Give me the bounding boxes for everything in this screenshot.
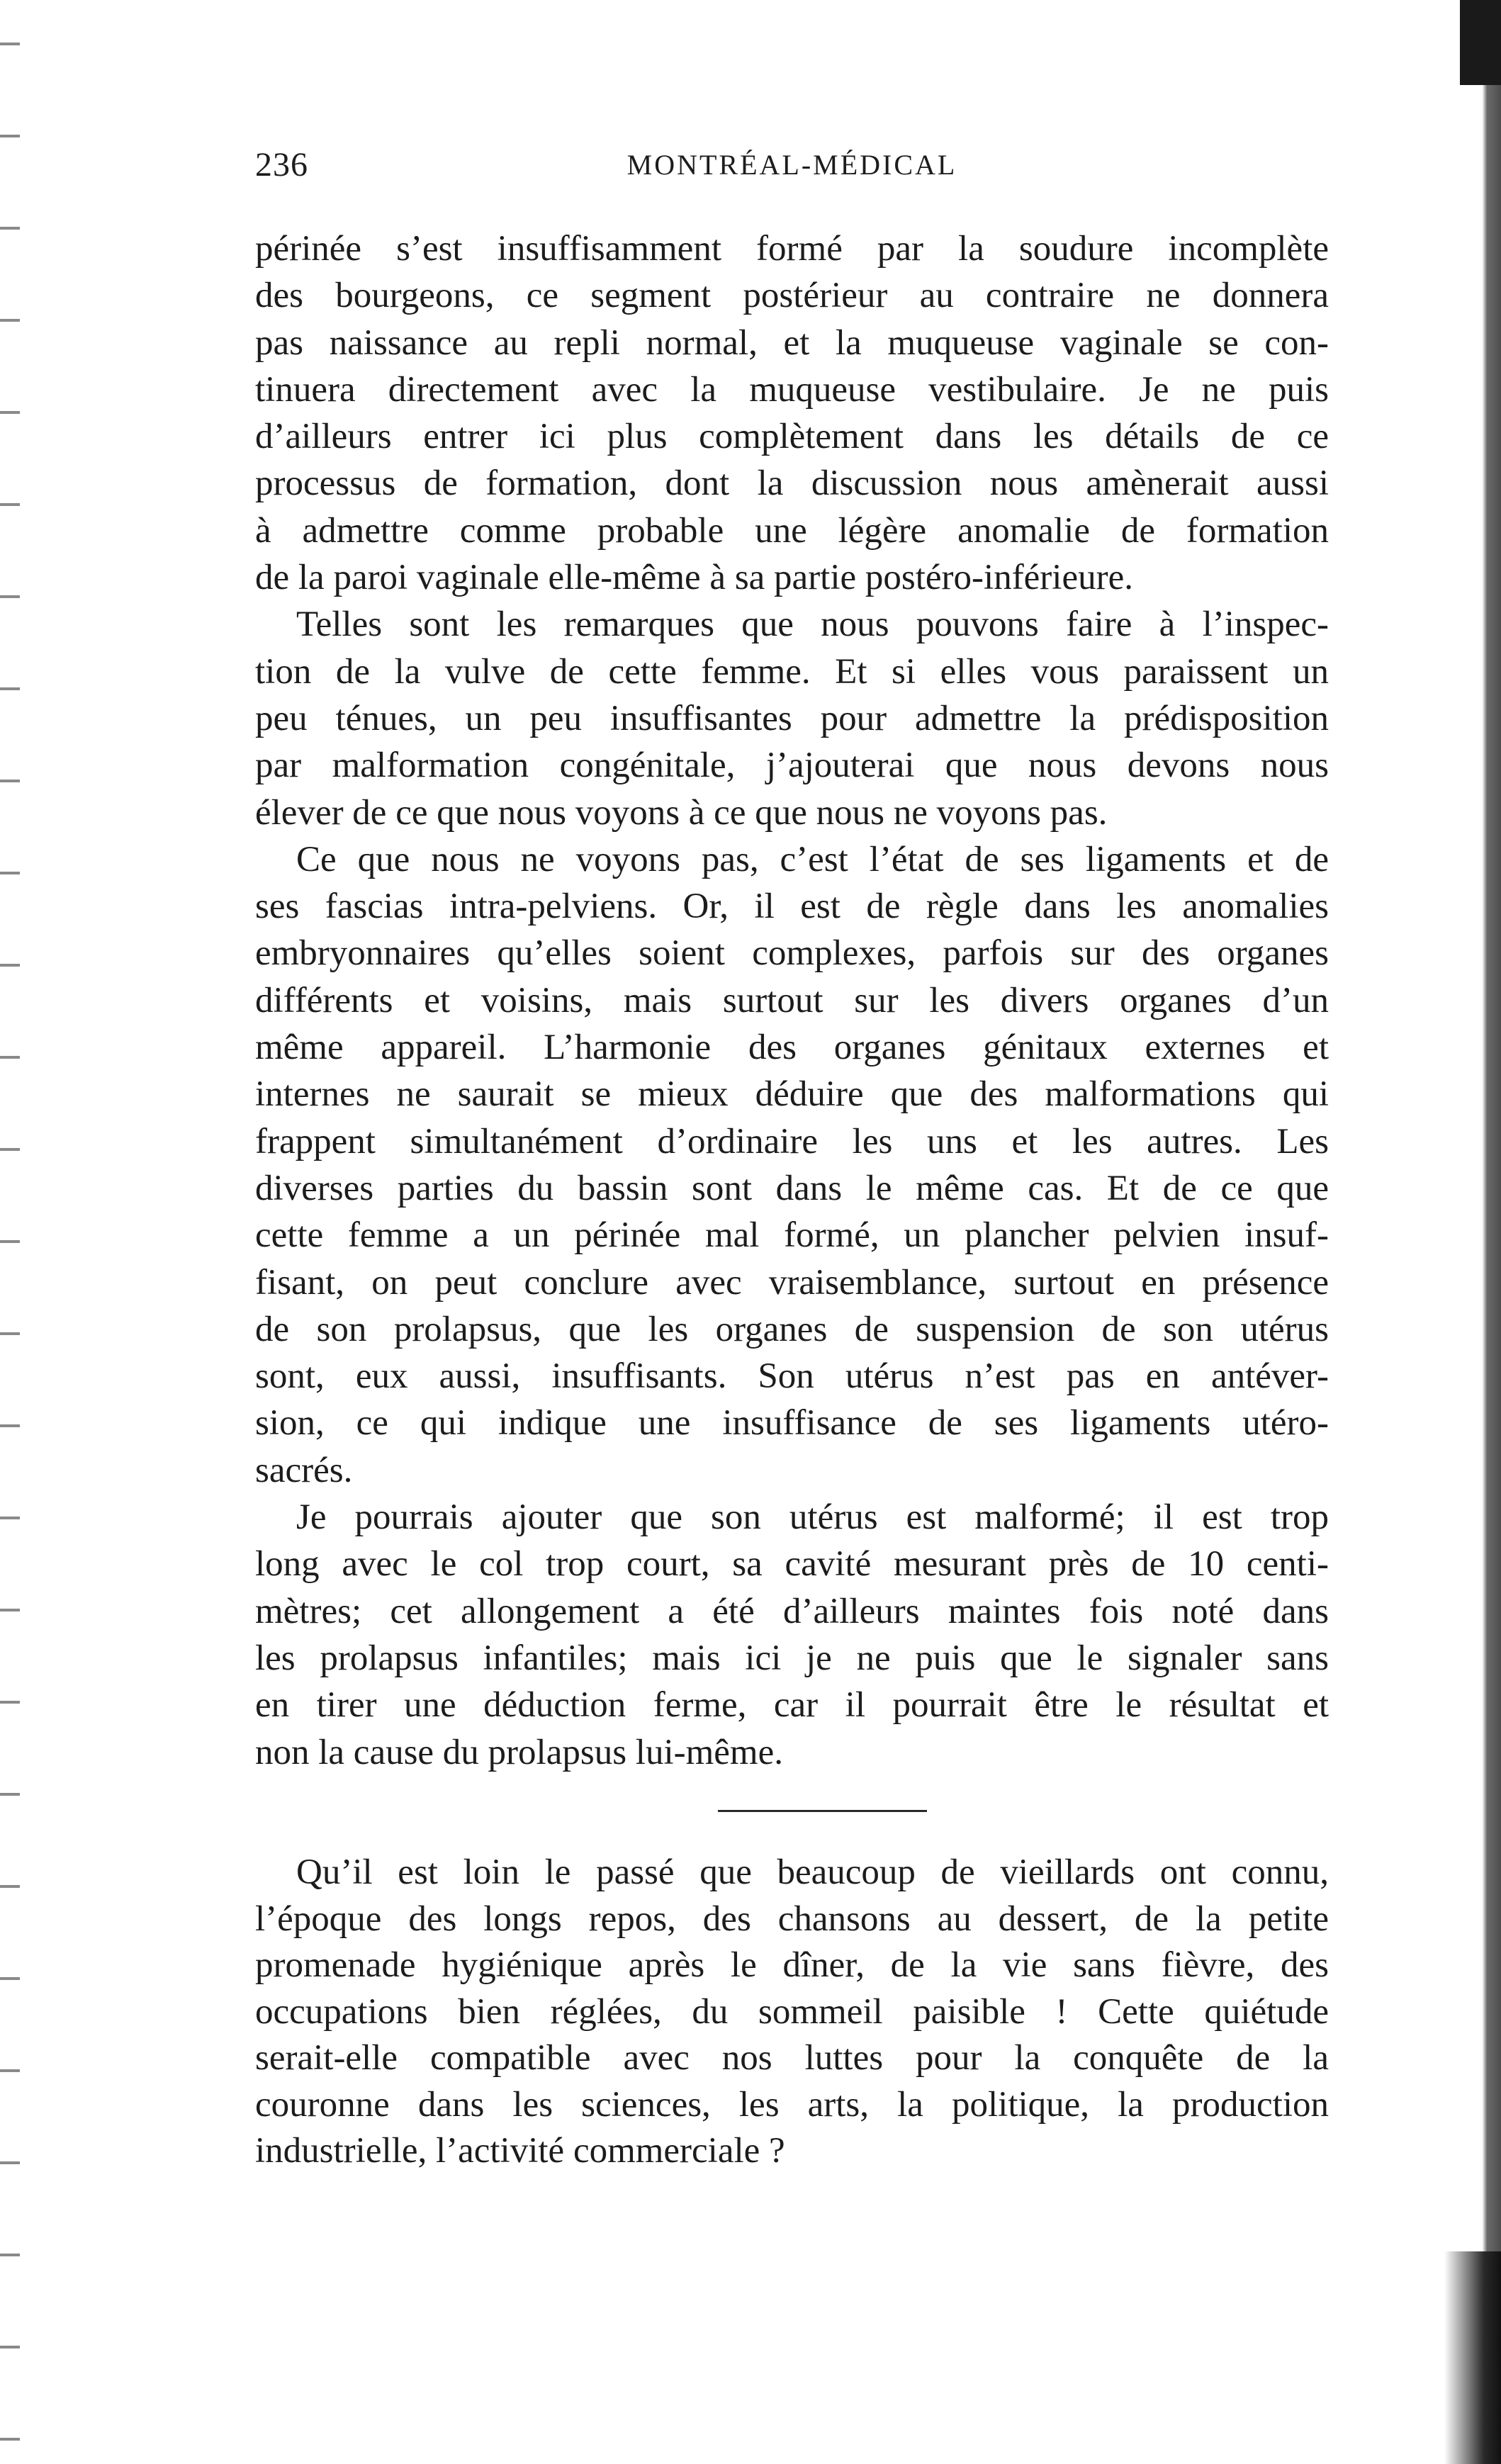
text-line: Qu’il est loin le passé que beaucoup de vieillards ont connu,: [296, 1852, 1329, 1892]
text-line: périnée s’est insuffisamment formé par la soudure incomplète: [255, 229, 1329, 269]
text-line: fisant, on peut conclure avec vraisemblance, surtout en présence: [255, 1262, 1329, 1303]
text-line: peu ténues, un peu insuffisantes pour admettre la prédisposition: [255, 698, 1329, 738]
left-page-edge: [0, 0, 20, 2464]
text-line: les prolapsus infantiles; mais ici je ne puis que le signaler sans: [255, 1638, 1329, 1678]
text-line: même appareil. L’harmonie des organes génitaux externes et: [255, 1028, 1329, 1068]
text-line: différents et voisins, mais surtout sur les divers organes d’un: [255, 980, 1329, 1020]
text-line: d’ailleurs entrer ici plus complètement dans les détails de ce: [255, 417, 1329, 457]
main-article-text: [255, 225, 1329, 1776]
right-edge-dark-corner-bottom: [1444, 2251, 1501, 2464]
text-line: embryonnaires qu’elles soient complexes, parfois sur des organes: [255, 933, 1329, 974]
text-line: Telles sont les remarques que nous pouvons faire à l’inspec-: [296, 604, 1329, 645]
text-line: serait-elle compatible avec nos luttes pour la conquête de la: [255, 2038, 1329, 2078]
text-line: tion de la vulve de cette femme. Et si elles vous paraissent un: [255, 651, 1329, 692]
text-line: mètres; cet allongement a été d’ailleurs maintes fois noté dans: [255, 1591, 1329, 1631]
text-line: processus de formation, dont la discussion nous amènerait aussi: [255, 463, 1329, 504]
text-line: industrielle, l’activité commerciale ?: [255, 2131, 785, 2171]
text-line: élever de ce que nous voyons à ce que nous ne voyons pas.: [255, 792, 1108, 833]
text-line: diverses parties du bassin sont dans le même cas. Et de ce que: [255, 1168, 1329, 1208]
text-line: promenade hygiénique après le dîner, de la vie sans fièvre, des: [255, 1945, 1329, 1985]
text-line: tinuera directement avec la muqueuse vestibulaire. Je ne puis: [255, 369, 1329, 410]
text-line: à admettre comme probable une légère anomalie de formation: [255, 510, 1329, 551]
text-line: pas naissance au repli normal, et la muqueuse vaginale se con-: [255, 322, 1329, 363]
page-number: 236: [255, 146, 308, 184]
text-line: sion, ce qui indique une insuffisance de ses ligaments utéro-: [255, 1403, 1329, 1444]
text-line: par malformation congénitale, j’ajouterai que nous devons nous: [255, 746, 1329, 786]
text-line: frappent simultanément d’ordinaire les uns et les autres. Les: [255, 1121, 1329, 1161]
text-line: Ce que nous ne voyons pas, c’est l’état de ses ligaments et de: [296, 839, 1329, 879]
text-line: cette femme a un périnée mal formé, un plancher pelvien insuf-: [255, 1215, 1329, 1256]
text-line: long avec le col trop court, sa cavité mesurant près de 10 centi-: [255, 1544, 1329, 1585]
text-line: ses fascias intra-pelviens. Or, il est de règle dans les anomalies: [255, 887, 1329, 927]
text-line: non la cause du prolapsus lui-même.: [255, 1732, 783, 1772]
second-article-text: [255, 1850, 1329, 2175]
running-title: MONTRÉAL-MÉDICAL: [626, 149, 957, 181]
right-edge-dark-corner-top: [1460, 0, 1501, 85]
text-line: de la paroi vaginale elle-même à sa partie postéro-inférieure.: [255, 558, 1133, 598]
section-divider-rule: [718, 1810, 927, 1812]
text-line: de son prolapsus, que les organes de suspension de son utérus: [255, 1309, 1329, 1349]
text-line: sont, eux aussi, insuffisants. Son utérus n’est pas en antéver-: [255, 1356, 1329, 1397]
text-line: occupations bien réglées, du sommeil paisible ! Cette quiétude: [255, 1991, 1329, 2032]
page-header: [255, 145, 1329, 195]
text-line: internes ne saurait se mieux déduire que des malformations qui: [255, 1074, 1329, 1115]
text-line: couronne dans les sciences, les arts, la politique, la production: [255, 2084, 1329, 2125]
text-line: l’époque des longs repos, des chansons au dessert, de la petite: [255, 1898, 1329, 1939]
right-page-edge: [1470, 0, 1501, 2464]
text-line: Je pourrais ajouter que son utérus est malformé; il est trop: [296, 1497, 1329, 1538]
text-line: des bourgeons, ce segment postérieur au contraire ne donnera: [255, 276, 1329, 316]
text-line: sacrés.: [255, 1450, 353, 1490]
text-line: en tirer une déduction ferme, car il pourrait être le résultat et: [255, 1685, 1329, 1726]
